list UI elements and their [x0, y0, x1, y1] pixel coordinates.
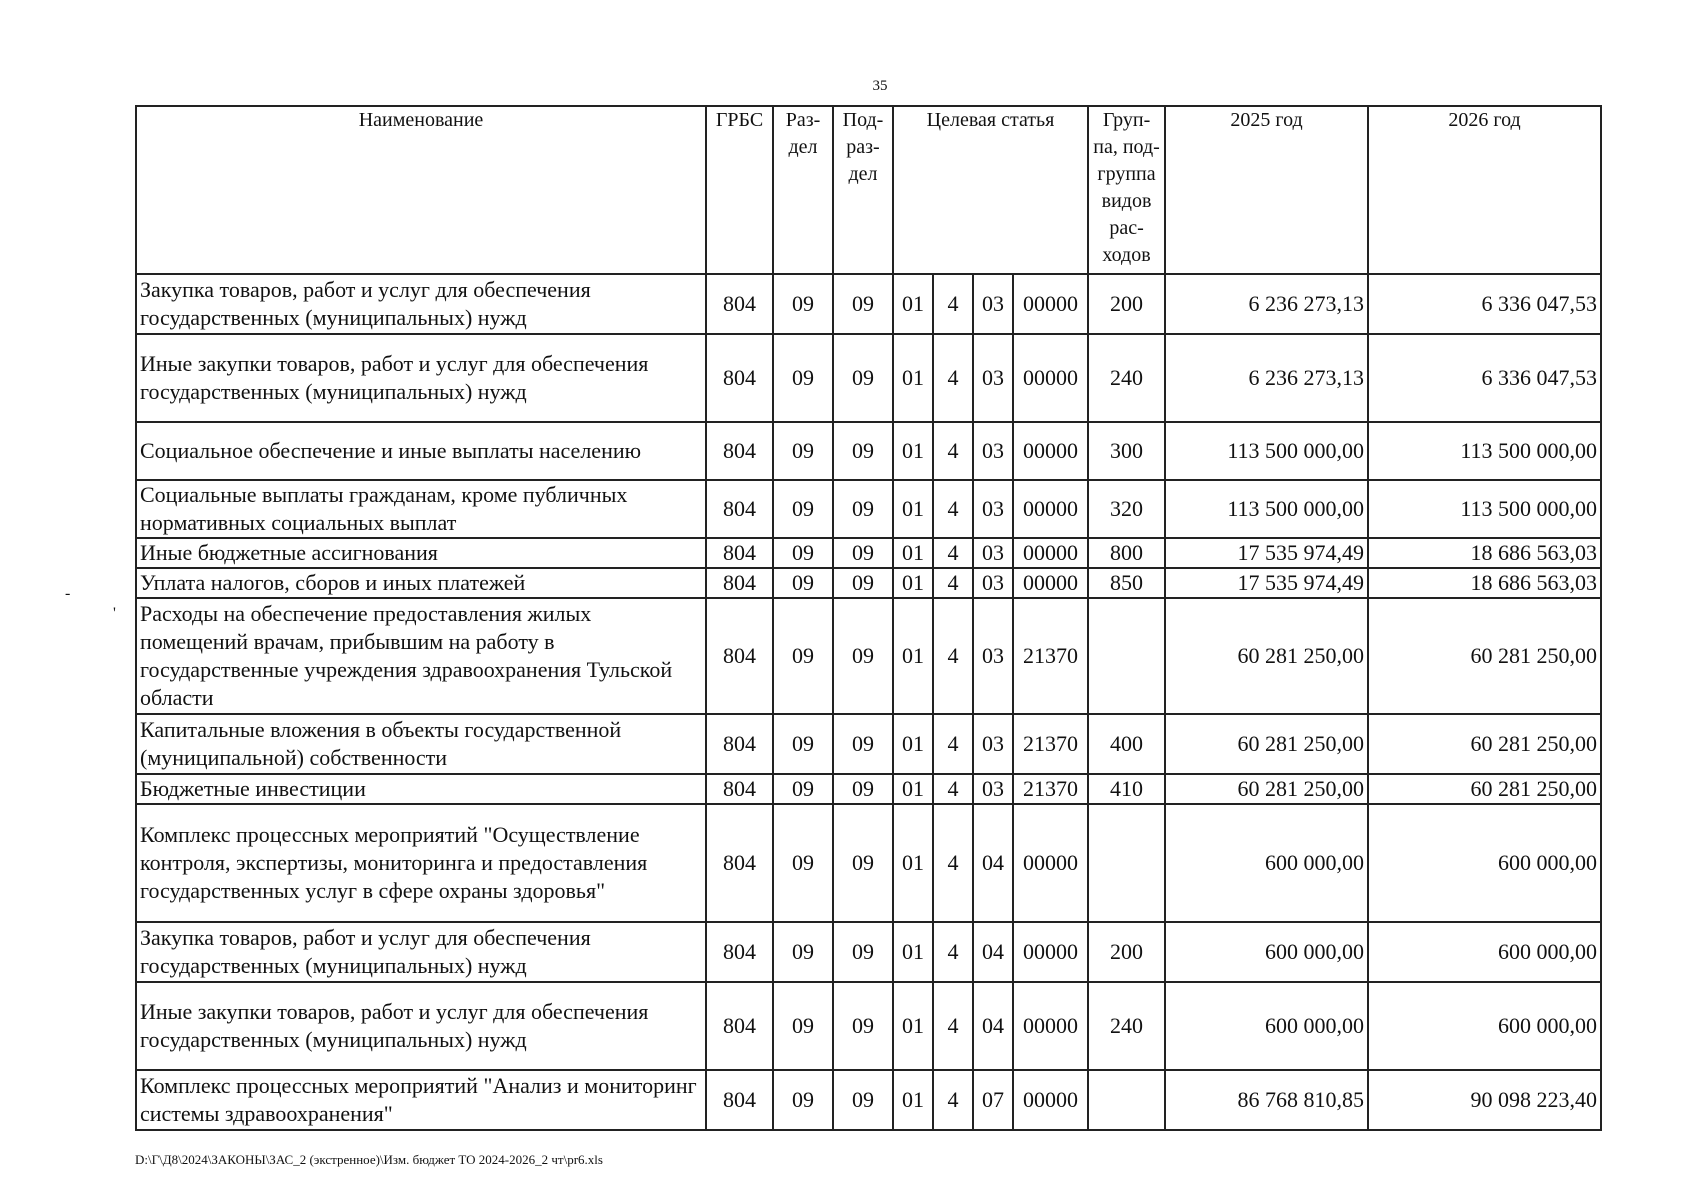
cell-grbs: 804 [706, 714, 773, 774]
cell-t4: 00000 [1013, 922, 1088, 982]
cell-t3: 07 [973, 1070, 1013, 1130]
cell-rz: 09 [773, 598, 833, 714]
cell-pr: 09 [833, 538, 893, 568]
cell-vr: 800 [1088, 538, 1165, 568]
cell-y2025: 113 500 000,00 [1165, 480, 1368, 538]
cell-t4: 00000 [1013, 274, 1088, 334]
cell-y2025: 86 768 810,85 [1165, 1070, 1368, 1130]
file-path-footer: D:\Г\Д8\2024\ЗАКОНЫ\ЗАС_2 (экстренное)\Изм. бюджет ТО 2024-2026_2 чт\pr6.xls [135, 1152, 603, 1167]
cell-t4: 00000 [1013, 804, 1088, 922]
cell-t3: 03 [973, 598, 1013, 714]
cell-y2025: 600 000,00 [1165, 804, 1368, 922]
cell-t3: 03 [973, 538, 1013, 568]
cell-name: Бюджетные инвестиции [136, 774, 706, 804]
cell-y2025: 60 281 250,00 [1165, 714, 1368, 774]
cell-pr: 09 [833, 804, 893, 922]
cell-y2025: 113 500 000,00 [1165, 422, 1368, 480]
table-row [136, 922, 1601, 982]
cell-y2026: 60 281 250,00 [1368, 714, 1601, 774]
cell-t2: 4 [933, 480, 973, 538]
header-grbs: ГРБС [706, 106, 773, 274]
header-group: Груп- па, под- группа видов рас- ходов [1088, 106, 1165, 274]
cell-y2026: 600 000,00 [1368, 804, 1601, 922]
cell-t2: 4 [933, 568, 973, 598]
cell-t3: 04 [973, 804, 1013, 922]
cell-t4: 00000 [1013, 982, 1088, 1070]
cell-rz: 09 [773, 568, 833, 598]
cell-t3: 04 [973, 922, 1013, 982]
cell-t2: 4 [933, 714, 973, 774]
cell-t2: 4 [933, 274, 973, 334]
table-row [136, 804, 1601, 922]
cell-pr: 09 [833, 922, 893, 982]
cell-t4: 00000 [1013, 538, 1088, 568]
cell-y2026: 60 281 250,00 [1368, 598, 1601, 714]
cell-t2: 4 [933, 538, 973, 568]
cell-pr: 09 [833, 714, 893, 774]
cell-vr [1088, 598, 1165, 714]
cell-pr: 09 [833, 334, 893, 422]
table-row [136, 714, 1601, 774]
cell-t3: 04 [973, 982, 1013, 1070]
table-row [136, 334, 1601, 422]
cell-rz: 09 [773, 1070, 833, 1130]
table-row [136, 982, 1601, 1070]
cell-rz: 09 [773, 774, 833, 804]
cell-t1: 01 [893, 538, 933, 568]
cell-pr: 09 [833, 1070, 893, 1130]
cell-rz: 09 [773, 422, 833, 480]
table-header-row [136, 106, 1601, 274]
cell-y2026: 90 098 223,40 [1368, 1070, 1601, 1130]
cell-name: Расходы на обеспечение предоставления жилых помещений врачам, прибывшим на работу в государственные учреждения здравоохранения Тульской области [136, 598, 706, 714]
cell-pr: 09 [833, 982, 893, 1070]
cell-t3: 03 [973, 274, 1013, 334]
cell-y2026: 113 500 000,00 [1368, 480, 1601, 538]
cell-grbs: 804 [706, 922, 773, 982]
cell-t1: 01 [893, 1070, 933, 1130]
cell-t3: 03 [973, 334, 1013, 422]
cell-grbs: 804 [706, 334, 773, 422]
cell-y2025: 17 535 974,49 [1165, 538, 1368, 568]
cell-grbs: 804 [706, 274, 773, 334]
cell-y2026: 18 686 563,03 [1368, 568, 1601, 598]
table-row [136, 568, 1601, 598]
table-body [136, 274, 1601, 1130]
cell-pr: 09 [833, 774, 893, 804]
cell-vr: 200 [1088, 274, 1165, 334]
cell-rz: 09 [773, 804, 833, 922]
cell-t1: 01 [893, 714, 933, 774]
cell-t2: 4 [933, 774, 973, 804]
cell-t1: 01 [893, 982, 933, 1070]
cell-name: Иные закупки товаров, работ и услуг для обеспечения государственных (муниципальных) нужд [136, 334, 706, 422]
cell-y2026: 18 686 563,03 [1368, 538, 1601, 568]
cell-grbs: 804 [706, 1070, 773, 1130]
header-target: Целевая статья [893, 106, 1088, 274]
cell-t3: 03 [973, 422, 1013, 480]
table-row [136, 274, 1601, 334]
cell-y2026: 600 000,00 [1368, 922, 1601, 982]
cell-name: Иные закупки товаров, работ и услуг для обеспечения государственных (муниципальных) нужд [136, 982, 706, 1070]
cell-grbs: 804 [706, 598, 773, 714]
header-podrazdel: Под- раз- дел [833, 106, 893, 274]
budget-table [135, 105, 1602, 1131]
cell-name: Капитальные вложения в объекты государственной (муниципальной) собственности [136, 714, 706, 774]
cell-y2026: 60 281 250,00 [1368, 774, 1601, 804]
header-2026: 2026 год [1368, 106, 1601, 274]
cell-y2025: 6 236 273,13 [1165, 334, 1368, 422]
cell-vr: 410 [1088, 774, 1165, 804]
cell-t1: 01 [893, 480, 933, 538]
cell-rz: 09 [773, 922, 833, 982]
cell-t4: 00000 [1013, 334, 1088, 422]
cell-t4: 00000 [1013, 568, 1088, 598]
table-row [136, 1070, 1601, 1130]
page-number: 35 [872, 78, 888, 94]
cell-name: Социальное обеспечение и иные выплаты населению [136, 422, 706, 480]
cell-t2: 4 [933, 598, 973, 714]
cell-y2026: 6 336 047,53 [1368, 274, 1601, 334]
cell-y2025: 60 281 250,00 [1165, 598, 1368, 714]
cell-name: Закупка товаров, работ и услуг для обеспечения государственных (муниципальных) нужд [136, 922, 706, 982]
cell-name: Социальные выплаты гражданам, кроме публичных нормативных социальных выплат [136, 480, 706, 538]
cell-y2025: 600 000,00 [1165, 922, 1368, 982]
cell-vr: 240 [1088, 334, 1165, 422]
cell-pr: 09 [833, 422, 893, 480]
table-row [136, 538, 1601, 568]
cell-y2025: 60 281 250,00 [1165, 774, 1368, 804]
cell-rz: 09 [773, 274, 833, 334]
cell-name: Иные бюджетные ассигнования [136, 538, 706, 568]
table-row [136, 598, 1601, 714]
cell-pr: 09 [833, 480, 893, 538]
cell-name: Комплекс процессных мероприятий "Анализ и мониторинг системы здравоохранения" [136, 1070, 706, 1130]
cell-t2: 4 [933, 1070, 973, 1130]
cell-t4: 00000 [1013, 480, 1088, 538]
cell-rz: 09 [773, 480, 833, 538]
cell-t4: 21370 [1013, 598, 1088, 714]
header-razdel: Раз- дел [773, 106, 833, 274]
cell-rz: 09 [773, 982, 833, 1070]
cell-t1: 01 [893, 568, 933, 598]
cell-t1: 01 [893, 422, 933, 480]
cell-pr: 09 [833, 568, 893, 598]
cell-y2025: 17 535 974,49 [1165, 568, 1368, 598]
cell-grbs: 804 [706, 804, 773, 922]
cell-grbs: 804 [706, 538, 773, 568]
cell-vr: 200 [1088, 922, 1165, 982]
cell-vr: 850 [1088, 568, 1165, 598]
table-row [136, 422, 1601, 480]
cell-t4: 00000 [1013, 1070, 1088, 1130]
cell-rz: 09 [773, 334, 833, 422]
cell-t1: 01 [893, 922, 933, 982]
cell-t1: 01 [893, 274, 933, 334]
cell-t4: 21370 [1013, 714, 1088, 774]
cell-vr: 300 [1088, 422, 1165, 480]
margin-mark: - [65, 585, 71, 602]
margin-mark: ' [113, 605, 116, 622]
cell-grbs: 804 [706, 982, 773, 1070]
cell-y2026: 6 336 047,53 [1368, 334, 1601, 422]
cell-y2025: 600 000,00 [1165, 982, 1368, 1070]
cell-name: Комплекс процессных мероприятий "Осуществление контроля, экспертизы, мониторинга и предоставления государственных услуг в сфере охраны здоровья" [136, 804, 706, 922]
cell-pr: 09 [833, 598, 893, 714]
cell-t1: 01 [893, 804, 933, 922]
cell-grbs: 804 [706, 774, 773, 804]
cell-grbs: 804 [706, 422, 773, 480]
header-2025: 2025 год [1165, 106, 1368, 274]
cell-t2: 4 [933, 982, 973, 1070]
header-name: Наименование [136, 106, 706, 274]
cell-y2026: 113 500 000,00 [1368, 422, 1601, 480]
table-row [136, 774, 1601, 804]
cell-t1: 01 [893, 598, 933, 714]
cell-vr: 240 [1088, 982, 1165, 1070]
cell-vr: 320 [1088, 480, 1165, 538]
cell-t2: 4 [933, 804, 973, 922]
cell-t4: 21370 [1013, 774, 1088, 804]
cell-y2025: 6 236 273,13 [1165, 274, 1368, 334]
cell-t3: 03 [973, 714, 1013, 774]
cell-t3: 03 [973, 480, 1013, 538]
cell-name: Закупка товаров, работ и услуг для обеспечения государственных (муниципальных) нужд [136, 274, 706, 334]
cell-t3: 03 [973, 568, 1013, 598]
cell-t2: 4 [933, 922, 973, 982]
cell-rz: 09 [773, 538, 833, 568]
cell-grbs: 804 [706, 568, 773, 598]
cell-t2: 4 [933, 422, 973, 480]
cell-t1: 01 [893, 334, 933, 422]
cell-rz: 09 [773, 714, 833, 774]
cell-t3: 03 [973, 774, 1013, 804]
cell-name: Уплата налогов, сборов и иных платежей [136, 568, 706, 598]
cell-t4: 00000 [1013, 422, 1088, 480]
cell-y2026: 600 000,00 [1368, 982, 1601, 1070]
cell-vr: 400 [1088, 714, 1165, 774]
cell-vr [1088, 804, 1165, 922]
cell-t1: 01 [893, 774, 933, 804]
cell-t2: 4 [933, 334, 973, 422]
table-row [136, 480, 1601, 538]
cell-grbs: 804 [706, 480, 773, 538]
cell-pr: 09 [833, 274, 893, 334]
cell-vr [1088, 1070, 1165, 1130]
